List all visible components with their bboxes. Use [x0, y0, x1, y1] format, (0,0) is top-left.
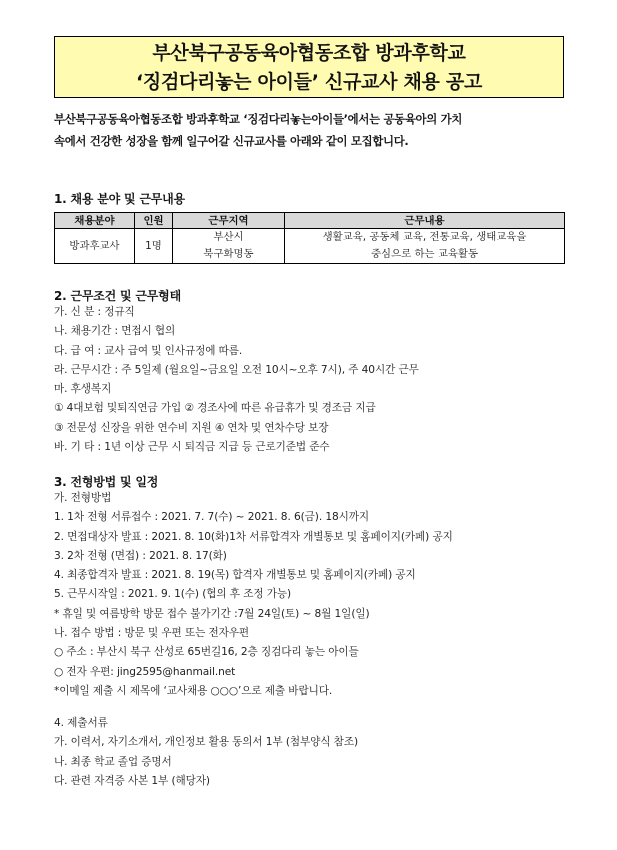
- cell-area-line-2: 북구화명동: [203, 248, 254, 260]
- section-2-heading: 2. 근무조건 및 근무형태: [54, 289, 181, 303]
- intro-line-2: 속에서 건강한 성장을 함께 일구어갈 신규교사를 아래와 같이 모집합니다.: [54, 134, 409, 148]
- list-item: ③ 전문성 신장을 위한 연수비 지원 ④ 연차 및 연차수당 보장: [54, 421, 329, 434]
- cell-content-line-2: 중심으로 하는 교육활동: [371, 248, 478, 260]
- list-item: 다. 급 여 : 교사 급여 및 인사규정에 따름.: [54, 344, 243, 357]
- intro-line-1: 부산북구공동육아협동조합 방과후학교 ‘징검다리놓는아이들’에서는 공동육아의 가치: [54, 112, 463, 126]
- section-3-list: [54, 489, 594, 701]
- title-box: [54, 36, 564, 98]
- section-3-heading: 3. 전형방법 및 일정: [54, 475, 159, 489]
- list-item: 1. 1차 전형 서류접수 : 2021. 7. 7(수) ~ 2021. 8. 6(금). 18시까지: [54, 511, 370, 524]
- table-header-row: [55, 213, 565, 229]
- list-item: * 휴일 및 여름방학 방문 접수 불가기간 :7월 24일(토) ~ 8월 1일(일): [54, 607, 370, 620]
- list-item: 가. 이력서, 자기소개서, 개인정보 활용 동의서 1부 (첨부양식 참조): [54, 736, 358, 749]
- cell-content-line-1: 생활교육, 공동체 교육, 전통교육, 생태교육을: [322, 231, 527, 243]
- section-1-heading: 1. 채용 분야 및 근무내용: [54, 192, 185, 206]
- list-item: *이메일 제출 시 제목에 ‘교사채용 ○○○’으로 제출 바랍니다.: [54, 684, 333, 697]
- list-item: 마. 후생복지: [54, 383, 112, 396]
- list-item: 5. 근무시작일 : 2021. 9. 1(수) (협의 후 조정 가능): [54, 588, 292, 601]
- title-line-1: 부산북구공동육아협동조합 방과후학교: [152, 42, 466, 64]
- cell-content: [285, 229, 565, 264]
- cell-count: 1명: [135, 229, 173, 264]
- section-4-heading: 4. 제출서류: [54, 717, 108, 729]
- list-item: ○ 주소 : 부산시 북구 산성로 65번길16, 2층 징검다리 놓는 아이들: [54, 646, 359, 659]
- list-item: ○ 전자 우편: jing2595@hanmail.net: [54, 665, 236, 678]
- table-header-field: 채용분야: [55, 213, 135, 229]
- list-item: 2. 면접대상자 발표 : 2021. 8. 10(화)1차 서류합격자 개별통보 및 홈페이지(카페) 공지: [54, 530, 453, 543]
- table-header-content: 근무내용: [285, 213, 565, 229]
- section-2-list: [54, 303, 594, 457]
- list-item: 다. 관련 자격증 사본 1부 (해당자): [54, 774, 210, 787]
- intro-paragraph: [54, 108, 574, 152]
- list-item: 나. 채용기간 : 면접시 협의: [54, 325, 176, 338]
- list-item: 라. 근무시간 : 주 5일제 (월요일~금요일 오전 10시~오후 7시), 주 40시간 근무: [54, 363, 419, 376]
- list-item: 바. 기 타 : 1년 이상 근무 시 퇴직금 지급 등 근로기준법 준수: [54, 441, 330, 454]
- list-item: 가. 전형방법: [54, 492, 112, 504]
- recruitment-table: [54, 212, 565, 264]
- table-row: [55, 229, 565, 264]
- cell-field: 방과후교사: [55, 229, 135, 264]
- list-item: 4. 최종합격자 발표 : 2021. 8. 19(목) 합격자 개별통보 및 홈페이지(카페) 공지: [54, 569, 416, 582]
- list-item: 나. 접수 방법 : 방문 및 우편 또는 전자우편: [54, 627, 250, 640]
- list-item: 가. 신 분 : 정규직: [54, 306, 135, 318]
- list-item: 3. 2차 전형 (면접) : 2021. 8. 17(화): [54, 549, 227, 562]
- list-item: ① 4대보험 및퇴직연금 가입 ② 경조사에 따른 유급휴가 및 경조금 지급: [54, 402, 376, 415]
- list-item: 나. 최종 학교 졸업 증명서: [54, 755, 172, 768]
- table-header-count: 인원: [135, 213, 173, 229]
- cell-area: [173, 229, 285, 264]
- section-4-block: [54, 714, 594, 791]
- table-header-area: 근무지역: [173, 213, 285, 229]
- cell-area-line-1: 부산시: [213, 231, 244, 243]
- title-line-2: ‘징검다리놓는 아이들’ 신규교사 채용 공고: [135, 71, 482, 93]
